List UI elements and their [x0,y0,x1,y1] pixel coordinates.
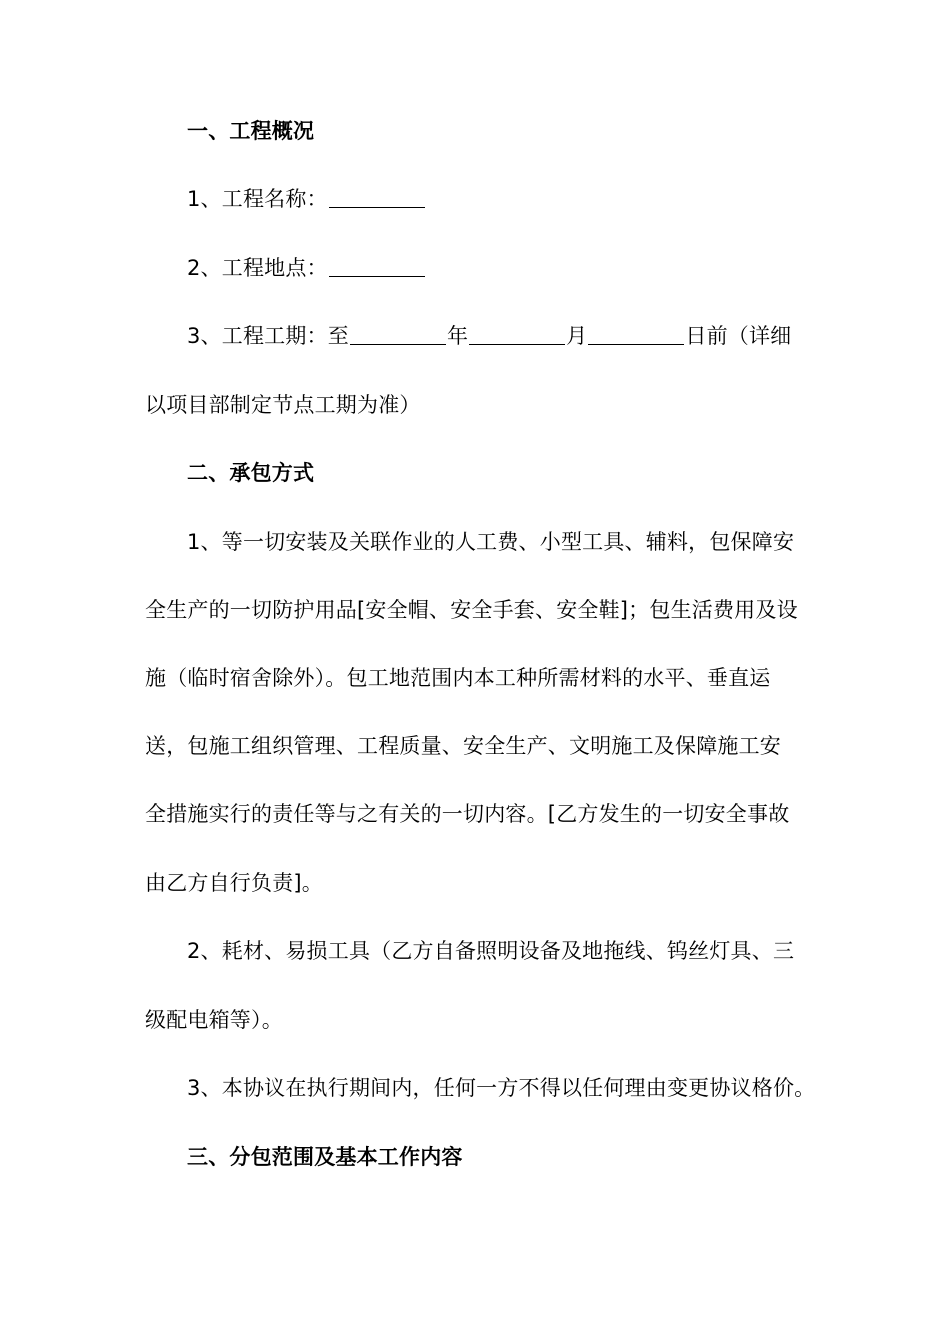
month-label: 月 [566,324,588,348]
day-blank [588,322,684,345]
project-location-blank [329,254,425,277]
project-period-line [187,321,817,351]
section-2-heading: 二、承包方式 [187,461,315,485]
month-blank [469,322,565,345]
paragraph-1-line: 全措施实行的责任等与之有关的一切内容。[乙方发生的一切安全事故 [145,802,790,826]
section-3-heading: 三、分包范围及基本工作内容 [187,1145,463,1169]
paragraph-3: 3、本协议在执行期间内，任何一方不得以任何理由变更协议格价。 [187,1076,816,1100]
section-1-heading: 一、工程概况 [187,119,315,143]
paragraph-1-line: 送，包施工组织管理、工程质量、安全生产、文明施工及保障施工安 [145,734,781,758]
project-name-blank [329,185,425,208]
project-location-line [187,253,817,283]
paragraph-2-line: 级配电箱等）。 [145,1008,283,1032]
year-label: 年 [446,324,469,348]
project-name-line [187,184,817,214]
year-blank [350,322,446,345]
paragraph-1-line: 施（临时宿舍除外）。包工地范围内本工种所需材料的水平、垂直运 [145,666,771,690]
day-suffix: 日前（详细 [685,324,792,348]
paragraph-1-line: 1、等一切安装及关联作业的人工费、小型工具、辅料，包保障安 [187,530,795,554]
paragraph-2-line: 2、耗材、易损工具（乙方自备照明设备及地拖线、钨丝灯具、三 [187,939,795,963]
paragraph-1-line: 由乙方自行负责]。 [145,871,323,895]
project-period-continuation: 以项目部制定节点工期为准） [145,393,421,417]
project-period-label: 3、工程工期：至 [187,324,349,348]
paragraph-1-line: 全生产的一切防护用品[安全帽、安全手套、安全鞋]；包生活费用及设 [145,598,798,622]
project-location-label: 2、工程地点： [187,256,328,280]
project-name-label: 1、工程名称： [187,187,328,211]
